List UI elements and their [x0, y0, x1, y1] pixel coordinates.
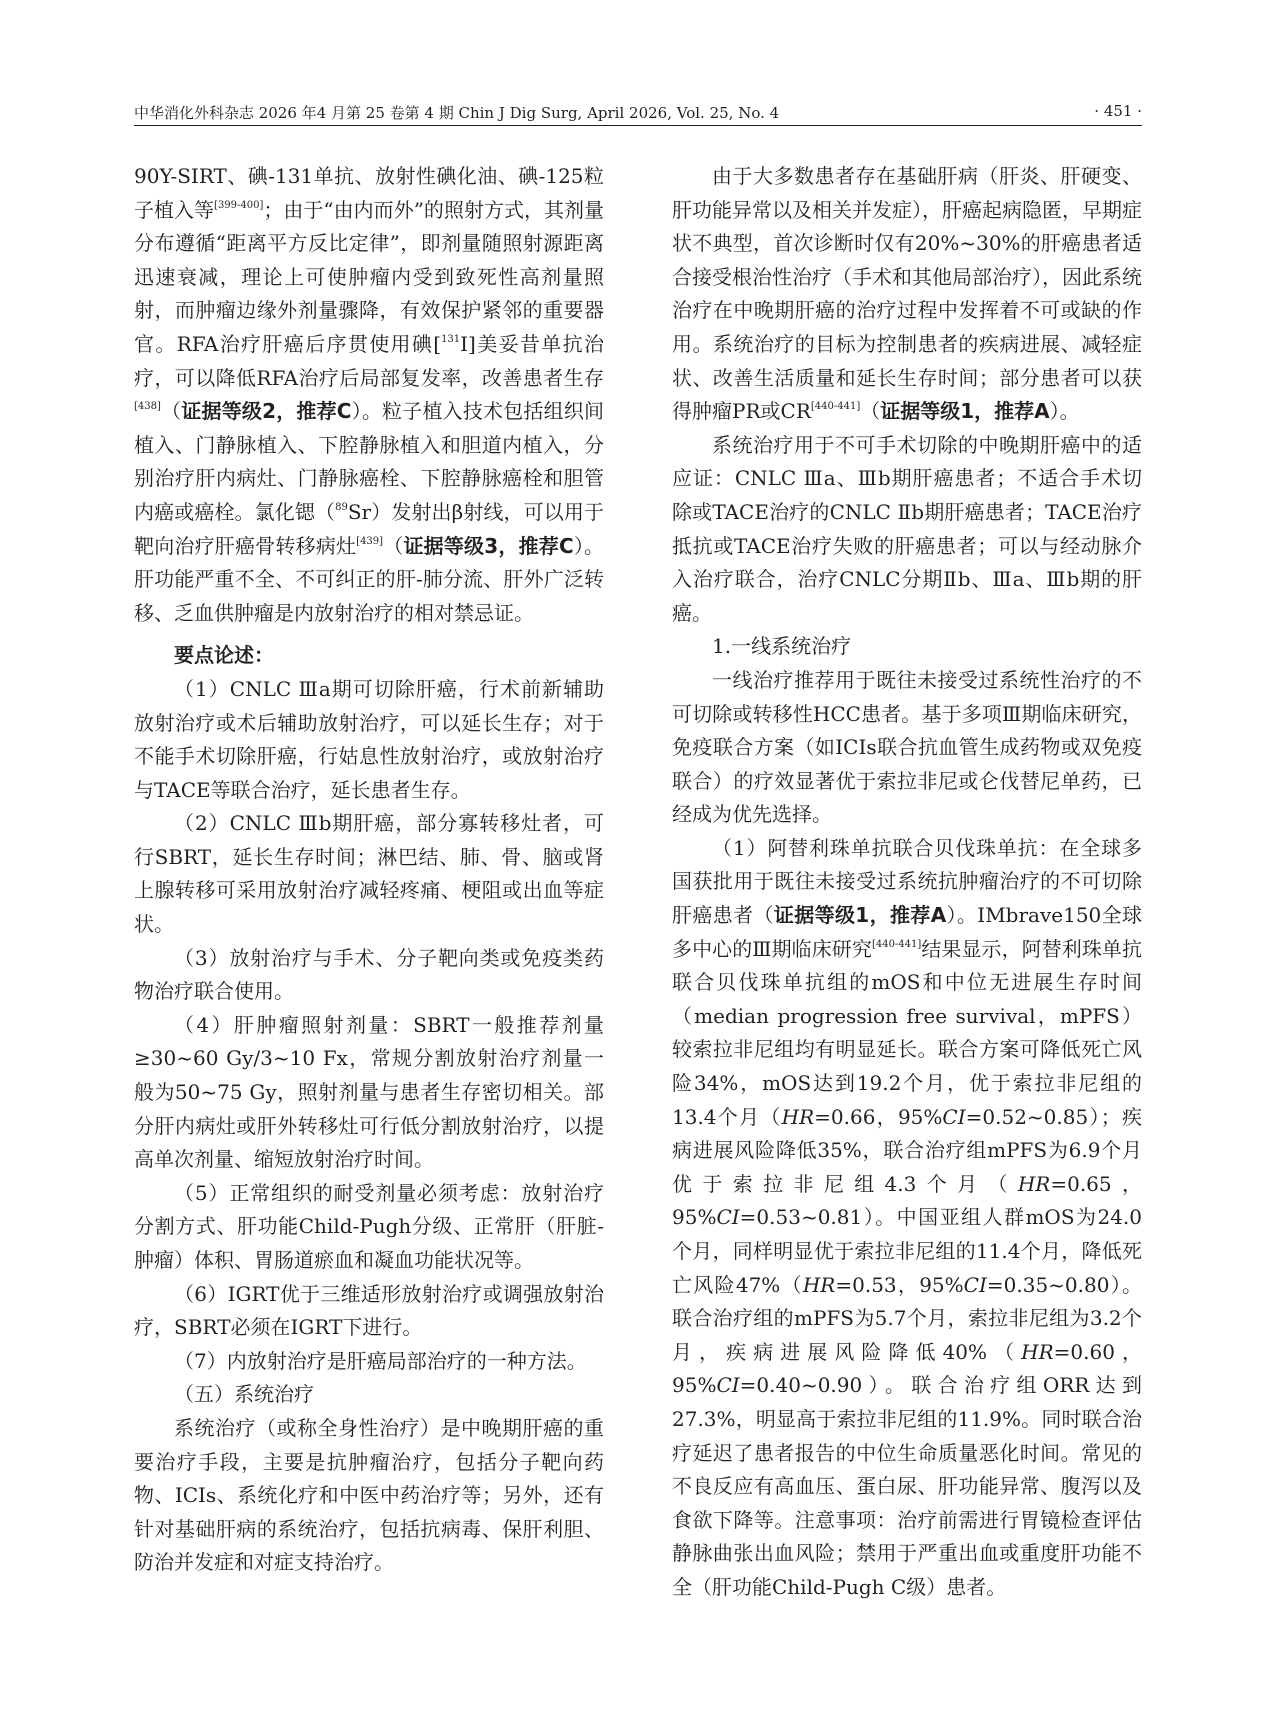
paragraph: （1）CNLC Ⅲa期可切除肝癌，行术前新辅助放射治疗或术后辅助放射治疗，可以延长生存；对于不能手术切除肝癌，行姑息性放射治疗，或放射治疗与TACE等联合治疗，延长患者生存。: [134, 676, 604, 802]
page-number: · 451 ·: [1094, 102, 1142, 120]
paragraph: 由于大多数患者存在基础肝病（肝炎、肝硬变、肝功能异常以及相关并发症），肝癌起病隐匿，早期症状不典型，首次诊断时仅有20%~30%的肝癌患者适合接受根治性治疗（手术和其他局部治疗），因此系统治疗在中晚期肝癌的治疗过程中发挥着不可或缺的作用。系统治疗的目标为控制患者的疾病进展、减轻症状、改善生活质量和延长生存时间；部分患者可以获得肿瘤PR或CR[440-441]（证据等级1，推荐A）。: [672, 164, 1142, 424]
paragraph: 1.一线系统治疗: [712, 634, 852, 659]
paragraph: 要点论述：: [174, 643, 274, 668]
paragraph: 系统治疗（或称全身性治疗）是中晚期肝癌的重要治疗手段，主要是抗肿瘤治疗，包括分子靶向药物、ICIs、系统化疗和中医中药治疗等；另外，还有针对基础肝病的系统治疗，包括抗病毒、保肝利胆、防治并发症和对症支持治疗。: [134, 1415, 604, 1575]
right-column: [672, 160, 1142, 1605]
paragraph: （1）阿替利珠单抗联合贝伐珠单抗：在全球多国获批用于既往未接受过系统抗肿瘤治疗的不可切除肝癌患者（证据等级1，推荐A）。IMbrave150全球多中心的Ⅲ期临床研究[440-441]结果显示，阿替利珠单抗联合贝伐珠单抗组的mOS和中位无进展生存时间（median progression free survival，mPFS）较索拉非尼组均有明显延长。联合方案可降低死亡风险34%，mOS达到19.2个月，优于索拉非尼组的13.4个月（HR=0.66，95%CI=0.52~0.85）；疾病进展风险降低35%，联合治疗组mPFS为6.9个月优于索拉非尼组4.3个月（HR=0.65，95%CI=0.53~0.81）。中国亚组人群mOS为24.0个月，同样明显优于索拉非尼组的11.4个月，降低死亡风险47%（HR=0.53，95%CI=0.35~0.80）。联合治疗组的mPFS为5.7个月，索拉非尼组为3.2个月，疾病进展风险降低40%（HR=0.60，95%CI=0.40~0.90）。联合治疗组ORR达到27.3%，明显高于索拉非尼组的11.9%。同时联合治疗延迟了患者报告的中位生命质量恶化时间。常见的不良反应有高血压、蛋白尿、肝功能异常、腹泻以及食欲下降等。注意事项：治疗前需进行胃镜检查评估静脉曲张出血风险；禁用于严重出血或重度肝功能不全（肝功能Child-Pugh C级）患者。: [672, 835, 1143, 1599]
paragraph: 90Y-SIRT、碘-131单抗、放射性碘化油、碘-125粒子植入等[399-400]；由于“由内而外”的照射方式，其剂量分布遵循“距离平方反比定律”，即剂量随照射源距离迅速衰减，理论上可使肿瘤内受到致死性高剂量照射，而肿瘤边缘外剂量骤降，有效保护紧邻的重要器官。RFA治疗肝癌后序贯使用碘[$^{131}$I]美妥昔单抗治疗，可以降低RFA治疗后局部复发率，改善患者生存[438]（证据等级2，推荐C）。粒子植入技术包括组织间植入、门静脉植入、下腔静脉植入和胆道内植入，分别治疗肝内病灶、门静脉癌栓、下腔静脉癌栓和胆管内癌或癌栓。氯化锶（$^{89}$Sr）发射出β射线，可以用于靶向治疗肝癌骨转移病灶[439]（证据等级3，推荐C）。肝功能严重不全、不可纠正的肝-肺分流、肝外广泛转移、乏血供肿瘤是内放射治疗的相对禁忌证。: [134, 164, 605, 625]
left-column: [134, 160, 604, 1580]
paragraph: 系统治疗用于不可手术切除的中晚期肝癌中的适应证：CNLC Ⅲa、Ⅲb期肝癌患者；不适合手术切除或TACE治疗的CNLC Ⅱb期肝癌患者；TACE治疗抵抗或TACE治疗失败的肝癌患者；可以与经动脉介入治疗联合，治疗CNLC分期Ⅱb、Ⅲa、Ⅲb期的肝癌。: [672, 432, 1142, 625]
paragraph: （6）IGRT优于三维适形放射治疗或调强放射治疗，SBRT必须在IGRT下进行。: [134, 1281, 604, 1340]
paragraph: （4）肝肿瘤照射剂量：SBRT一般推荐剂量≥30~60 Gy/3~10 Fx，常规分割放射治疗剂量一般为50~75 Gy，照射剂量与患者生存密切相关。部分肝内病灶或肝外转移灶可行低分割放射治疗，以提高单次剂量、缩短放射治疗时间。: [134, 1012, 604, 1172]
paragraph: （五）系统治疗: [174, 1382, 314, 1407]
header-rule: [134, 125, 1142, 126]
paragraph: （5）正常组织的耐受剂量必须考虑：放射治疗分割方式、肝功能Child-Pugh分级、正常肝（肝脏-肿瘤）体积、胃肠道瘀血和凝血功能状况等。: [134, 1180, 604, 1272]
paragraph: 一线治疗推荐用于既往未接受过系统性治疗的不可切除或转移性HCC患者。基于多项Ⅲ期临床研究，免疫联合方案（如ICIs联合抗血管生成药物或双免疫联合）的疗效显著优于索拉非尼或仑伐替尼单药，已经成为优先选择。: [672, 667, 1142, 827]
running-header: [134, 92, 1142, 126]
journal-citation: 中华消化外科杂志 2026 年4 月第 25 卷第 4 期 Chin J Dig Surg, April 2026, Vol. 25, No. 4: [134, 104, 780, 122]
paragraph: （2）CNLC Ⅲb期肝癌，部分寡转移灶者，可行SBRT，延长生存时间；淋巴结、肺、骨、脑或肾上腺转移可采用放射治疗减轻疼痛、梗阻或出血等症状。: [134, 811, 604, 937]
paragraph: （7）内放射治疗是肝癌局部治疗的一种方法。: [174, 1348, 587, 1373]
paragraph: （3）放射治疗与手术、分子靶向类或免疫类药物治疗联合使用。: [134, 945, 604, 1004]
